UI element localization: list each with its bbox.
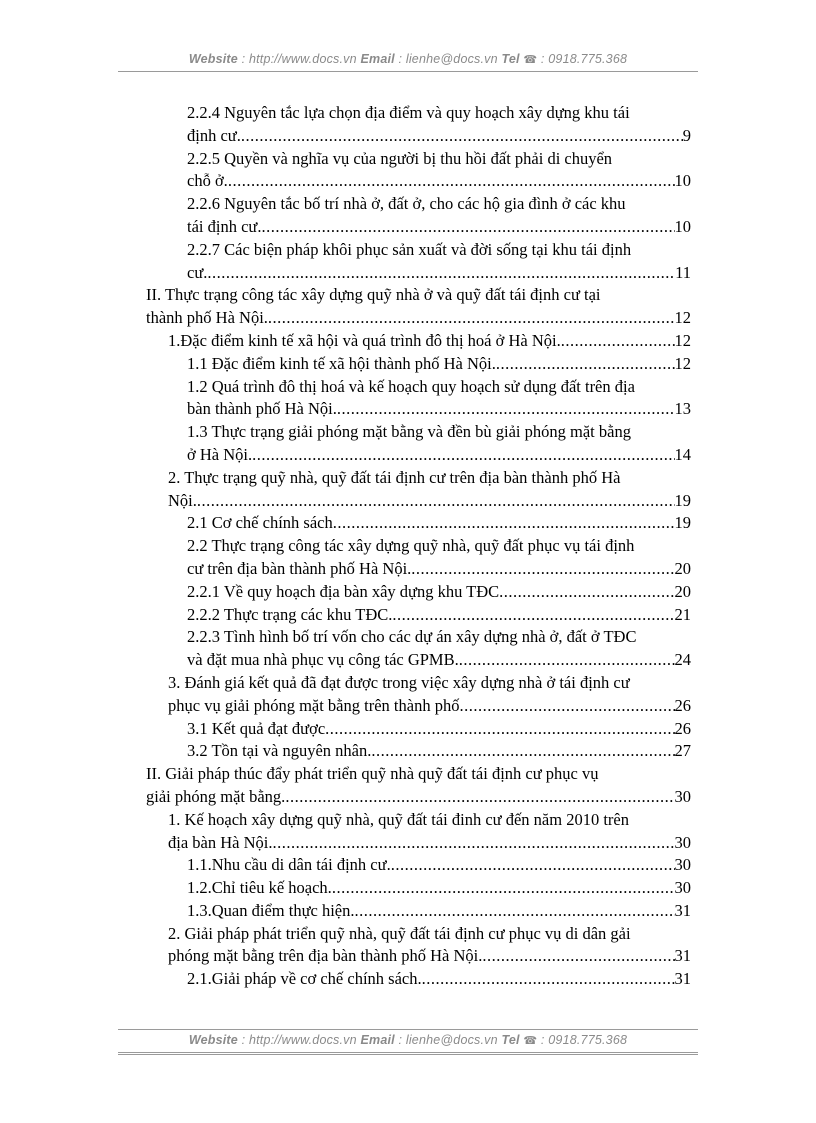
toc-entry [146,718,691,741]
toc-leader-dots [459,695,674,718]
toc-entry-title: 3.1 Kết quả đạt được [187,718,326,738]
toc-page-number: 30 [674,855,691,875]
toc-entry [146,968,691,991]
toc-leader-dots [333,512,675,535]
toc-entry [146,877,691,900]
toc-page-number: 21 [674,604,691,624]
toc-entry-title: 1.1 Đặc điểm kinh tế xã hội thành phố Hà Nội. [187,353,496,373]
header-email-label: Email [360,52,395,66]
toc-leader-dots [499,581,674,604]
header-rule [118,71,698,72]
toc-entry-title: 1.Đặc điểm kinh tế xã hội và quá trình đô thị hoá ở Hà Nội. [168,330,561,350]
toc-entry-title-cont: địa bàn Hà Nội. [168,832,273,852]
toc-entry-title: 1.3 Thực trạng giải phóng mặt bằng và đền bù giải phóng mặt bằng [187,422,631,442]
toc-page-number: 30 [674,878,691,898]
toc-entry-title: 3.2 Tồn tại và nguyên nhân. [187,741,372,761]
toc-page-number: 26 [674,695,691,715]
toc-leader-dots [391,854,675,877]
toc-entry-title-cont: cư trên địa bàn thành phố Hà Nội. [187,558,412,578]
footer-tel-label: Tel [501,1033,520,1047]
toc-leader-dots [261,216,674,239]
toc-page-number: 26 [674,718,691,738]
toc-entry [146,854,691,877]
toc-entry-title: 1.1.Nhu cầu di dân tái định cư. [187,855,391,875]
toc-leader-dots [482,945,674,968]
toc-page-number: 14 [674,444,691,464]
toc-leader-dots [325,718,674,741]
footer-email-value: : lienhe@docs.vn [394,1033,502,1047]
toc-entry-title: II. Giải pháp thúc đẩy phát triển quỹ nhà quỹ đất tái định cư phục vụ [146,764,599,784]
toc-entry [146,512,691,535]
toc-page-number: 31 [674,900,691,920]
toc-leader-dots [268,307,675,330]
toc-entry [146,626,691,672]
toc-entry-title-cont: giải phóng mặt bằng. [146,786,286,806]
footer-rule [118,1029,698,1030]
page-header [118,52,698,66]
toc-entry [146,672,691,718]
toc-entry-title: 2.2 Thực trạng công tác xây dựng quỹ nhà, quỹ đất phục vụ tái định [187,536,635,556]
toc-entry-title: 2.2.6 Nguyên tắc bố trí nhà ở, đất ở, cho các hộ gia đình ở các khu [187,194,626,214]
header-website-label: Website [188,52,238,66]
footer-website-label: Website [188,1033,238,1047]
phone-icon: ☎ [523,1035,538,1047]
header-tel-label: Tel [501,52,520,66]
toc-leader-dots [285,786,674,809]
toc-entry-title-cont: tái định cư. [187,216,262,236]
toc-leader-dots [355,900,675,923]
toc-leader-dots [496,353,675,376]
toc-entry-title: 1.2 Quá trình đô thị hoá và kế hoạch quy hoạch sử dụng đất trên địa [187,376,635,396]
toc-entry-title: 1.3.Quan điểm thực hiện. [187,900,355,920]
toc-leader-dots [392,604,674,627]
toc-entry-title-cont: ở Hà Nội. [187,444,253,464]
toc-entry-title-cont: cư. [187,262,208,282]
toc-entry-title-cont: bàn thành phố Hà Nội. [187,399,337,419]
toc-page-number: 27 [674,741,691,761]
toc-leader-dots [241,125,683,148]
toc-leader-dots [207,262,675,285]
footer-email-label: Email [360,1033,395,1047]
toc-entry [146,284,691,330]
toc-page-number: 10 [674,216,691,236]
toc-entry-title: 2. Giải pháp phát triển quỹ nhà, quỹ đất tái định cư phục vụ di dân gải [168,923,631,943]
toc-entry [146,581,691,604]
toc-entry-title: 2.2.3 Tình hình bố trí vốn cho các dự án xây dựng nhà ở, đất ở TĐC [187,627,637,647]
toc-entry [146,102,691,148]
toc-entry-title: 2.2.4 Nguyên tắc lựa chọn địa điểm và quy hoạch xây dựng khu tái [187,103,630,122]
header-website-value: : http://www.docs.vn [237,52,361,66]
toc-entry-title: 2.2.2 Thực trạng các khu TĐC. [187,604,393,624]
toc-entry-title-cont: Nội. [168,490,197,510]
toc-entry [146,900,691,923]
toc-entry [146,740,691,763]
toc-entry-title-cont: định cư. [187,125,241,145]
toc-page-number: 12 [674,330,691,350]
toc-entry-title: 1.2.Chỉ tiêu kế hoạch. [187,878,332,898]
toc-leader-dots [561,330,675,353]
toc-entry [146,923,691,969]
toc-entry [146,535,691,581]
toc-page-number: 12 [674,308,691,328]
toc-page-number: 31 [674,969,691,989]
toc-leader-dots [252,444,674,467]
toc-page-number: 12 [674,353,691,373]
toc-page-number: 24 [674,650,691,670]
toc-entry [146,353,691,376]
toc-leader-dots [228,170,675,193]
toc-leader-dots [332,877,675,900]
toc-entry [146,467,691,513]
footer-double-rule [118,1052,698,1055]
toc-entry-title: II. Thực trạng công tác xây dựng quỹ nhà ở và quỹ đất tái định cư tại [146,285,601,305]
toc-entry [146,809,691,855]
toc-entry-title: 2.2.7 Các biện pháp khôi phục sản xuất và đời sống tại khu tái định [187,239,632,259]
toc-leader-dots [411,558,674,581]
toc-page-number: 30 [674,786,691,806]
toc-entry [146,763,691,809]
toc-page-number: 10 [674,171,691,191]
toc-page-number: 9 [682,125,691,145]
toc-leader-dots [459,649,675,672]
toc-entry-title-cont: thành phố Hà Nội. [146,308,268,328]
toc-leader-dots [337,398,675,421]
phone-icon: ☎ [523,54,538,66]
toc-entry [146,148,691,194]
toc-entry-title: 2.2.5 Quyền và nghĩa vụ của người bị thu hồi đất phải di chuyển [187,148,613,168]
header-tel-value: : 0918.775.368 [537,52,628,66]
toc-entry [146,604,691,627]
toc-page-number: 20 [674,558,691,578]
toc-leader-dots [422,968,675,991]
toc-page-number: 19 [674,490,691,510]
toc-entry-title: 2. Thực trạng quỹ nhà, quỹ đất tái định cư trên địa bàn thành phố Hà [168,467,621,487]
toc-leader-dots [197,490,675,513]
toc-entry [146,239,691,285]
table-of-contents [146,102,691,991]
toc-entry-title: 2.2.1 Về quy hoạch địa bàn xây dựng khu TĐC [187,581,500,601]
toc-leader-dots [371,740,674,763]
footer-tel-value: : 0918.775.368 [537,1033,628,1047]
header-email-value: : lienhe@docs.vn [394,52,502,66]
toc-entry-title: 1. Kế hoạch xây dựng quỹ nhà, quỹ đất tái đinh cư đến năm 2010 trên [168,809,629,829]
toc-page-number: 13 [674,399,691,419]
page-footer [118,1033,698,1047]
toc-entry [146,330,691,353]
toc-entry-title-cont: phóng mặt bằng trên địa bàn thành phố Hà Nội. [168,946,483,966]
toc-page-number: 30 [674,832,691,852]
toc-page-number: 31 [674,946,691,966]
toc-entry [146,421,691,467]
toc-entry-title-cont: chỗ ở. [187,171,228,191]
toc-entry-title-cont: và đặt mua nhà phục vụ công tác GPMB. [187,650,459,670]
toc-entry-title-cont: phục vụ giải phóng mặt bằng trên thành phố [168,695,460,715]
toc-entry [146,193,691,239]
toc-entry [146,376,691,422]
toc-leader-dots [272,832,674,855]
toc-entry-title: 2.1.Giải pháp về cơ chế chính sách. [187,969,422,989]
toc-entry-title: 3. Đánh giá kết quả đã đạt được trong việc xây dựng nhà ở tái định cư [168,672,630,692]
toc-page-number: 20 [674,581,691,601]
toc-page-number: 19 [674,513,691,533]
footer-website-value: : http://www.docs.vn [237,1033,361,1047]
toc-page-number: 11 [675,262,691,282]
toc-entry-title: 2.1 Cơ chế chính sách [187,513,333,533]
